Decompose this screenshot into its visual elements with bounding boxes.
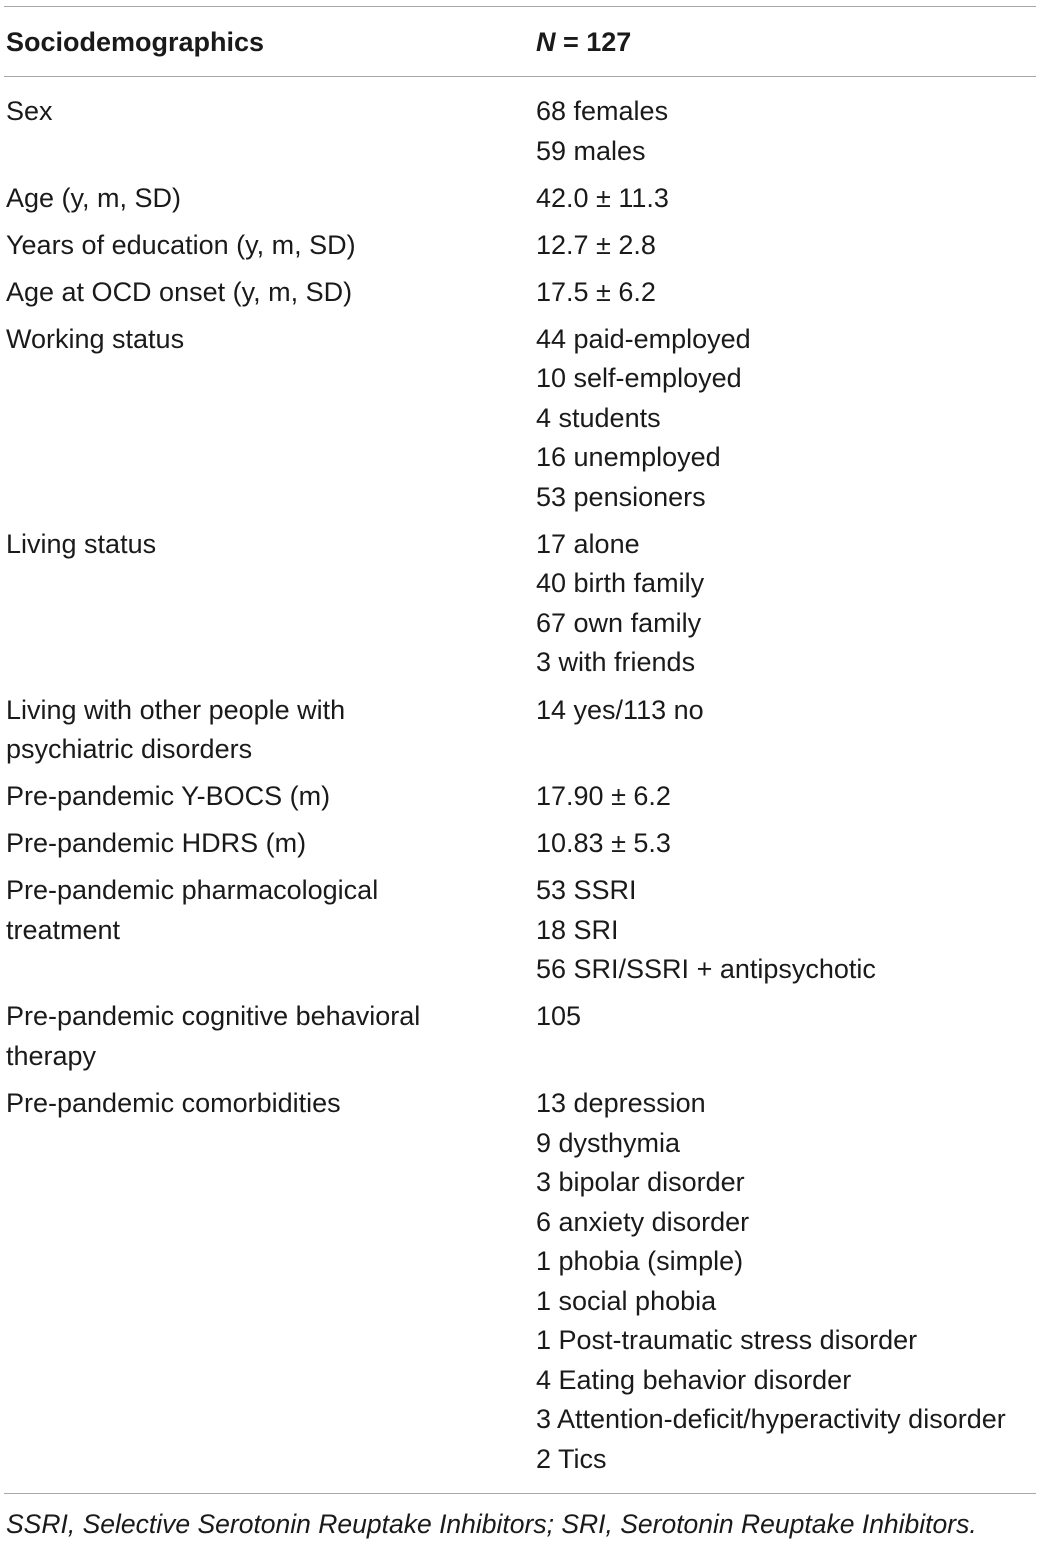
row-label [0,691,530,770]
row-value: 9 dysthymia [536,1127,681,1158]
table-row [0,691,1040,770]
row-value: 17.5 ± 6.2 [536,276,656,307]
row-label-line: Pre-pandemic comorbidities [6,1088,341,1119]
table-top-rule [4,6,1036,7]
row-label-line: Years of education (y, m, SD) [6,229,356,260]
row-value: 10 self-employed [536,363,742,394]
row-values [530,691,1034,770]
row-label [0,871,530,990]
table-row [0,1084,1040,1479]
row-value: 59 males [536,135,646,166]
row-label [0,1084,530,1479]
row-label-line: Age (y, m, SD) [6,182,182,213]
row-value: 44 paid-employed [536,323,751,354]
table-row [0,273,1040,313]
row-value: 13 depression [536,1088,706,1119]
row-label-line: Pre-pandemic Y-BOCS (m) [6,781,331,812]
row-value: 105 [536,1001,582,1032]
row-value: 1 Post-traumatic stress disorder [536,1325,918,1356]
row-value: 6 anxiety disorder [536,1206,750,1237]
row-value: 14 yes/113 no [536,694,704,725]
header-value-italic: N [536,27,556,57]
table-row [0,997,1040,1076]
header-label: Sociodemographics [6,27,265,57]
row-values [530,871,1034,990]
table-row [0,525,1040,683]
row-values [530,320,1034,518]
row-values [530,1084,1034,1479]
row-label [0,179,530,219]
row-value: 17.90 ± 6.2 [536,781,671,812]
row-values [530,226,1034,266]
row-value: 4 Eating behavior disorder [536,1364,852,1395]
row-label-line: treatment [6,914,121,945]
row-values [530,824,1034,864]
row-values [530,273,1034,313]
row-value: 12.7 ± 2.8 [536,229,656,260]
row-value: 3 bipolar disorder [536,1167,745,1198]
row-values [530,777,1034,817]
row-value: 16 unemployed [536,442,721,473]
row-value: 1 phobia (simple) [536,1246,744,1277]
row-label [0,273,530,313]
row-label [0,824,530,864]
table-header-rule [4,76,1036,77]
row-value: 53 pensioners [536,481,706,512]
row-value: 42.0 ± 11.3 [536,182,669,213]
row-label-line: Pre-pandemic HDRS (m) [6,828,307,859]
row-label-line: Living with other people with [6,694,346,725]
row-label [0,226,530,266]
row-value: 4 students [536,402,661,433]
row-label-line: Pre-pandemic pharmacological [6,875,379,906]
row-label [0,320,530,518]
row-label [0,777,530,817]
table-row [0,179,1040,219]
row-values [530,525,1034,683]
row-value: 67 own family [536,607,702,638]
row-label-line: Pre-pandemic cognitive behavioral [6,1001,421,1032]
row-value: 3 Attention-deficit/hyperactivity disorder [536,1404,1006,1435]
row-label [0,92,530,171]
table-row [0,226,1040,266]
row-label-line: Living status [6,528,157,559]
row-value: 68 females [536,96,669,126]
row-label-line: Working status [6,323,185,354]
table-row [0,92,1040,171]
row-label-line: therapy [6,1040,97,1071]
table-row [0,320,1040,518]
row-values [530,179,1034,219]
row-value: 18 SRI [536,914,619,945]
row-value: 17 alone [536,528,640,559]
table-footnote: SSRI, Selective Serotonin Reuptake Inhibitors; SRI, Serotonin Reuptake Inhibitors. [6,1509,977,1539]
row-label-line: Age at OCD onset (y, m, SD) [6,276,353,307]
row-value: 3 with friends [536,647,696,678]
table-row [0,777,1040,817]
row-label [0,997,530,1076]
row-value: 56 SRI/SSRI + antipsychotic [536,954,876,985]
header-value [536,22,631,62]
row-value: 40 birth family [536,568,705,599]
table-bottom-rule [4,1493,1036,1494]
table-row [0,824,1040,864]
row-label-line: Sex [6,96,53,126]
row-value: 1 social phobia [536,1285,717,1316]
row-value: 10.83 ± 5.3 [536,828,671,859]
row-value: 53 SSRI [536,875,637,906]
header-value-rest: = 127 [555,27,632,57]
row-values [530,997,1034,1076]
row-label-line: psychiatric disorders [6,734,253,765]
row-value: 2 Tics [536,1443,607,1474]
table-row [0,871,1040,990]
table-header [0,22,1040,62]
row-label [0,525,530,683]
row-values [530,92,1034,171]
table-body [0,92,1040,1487]
